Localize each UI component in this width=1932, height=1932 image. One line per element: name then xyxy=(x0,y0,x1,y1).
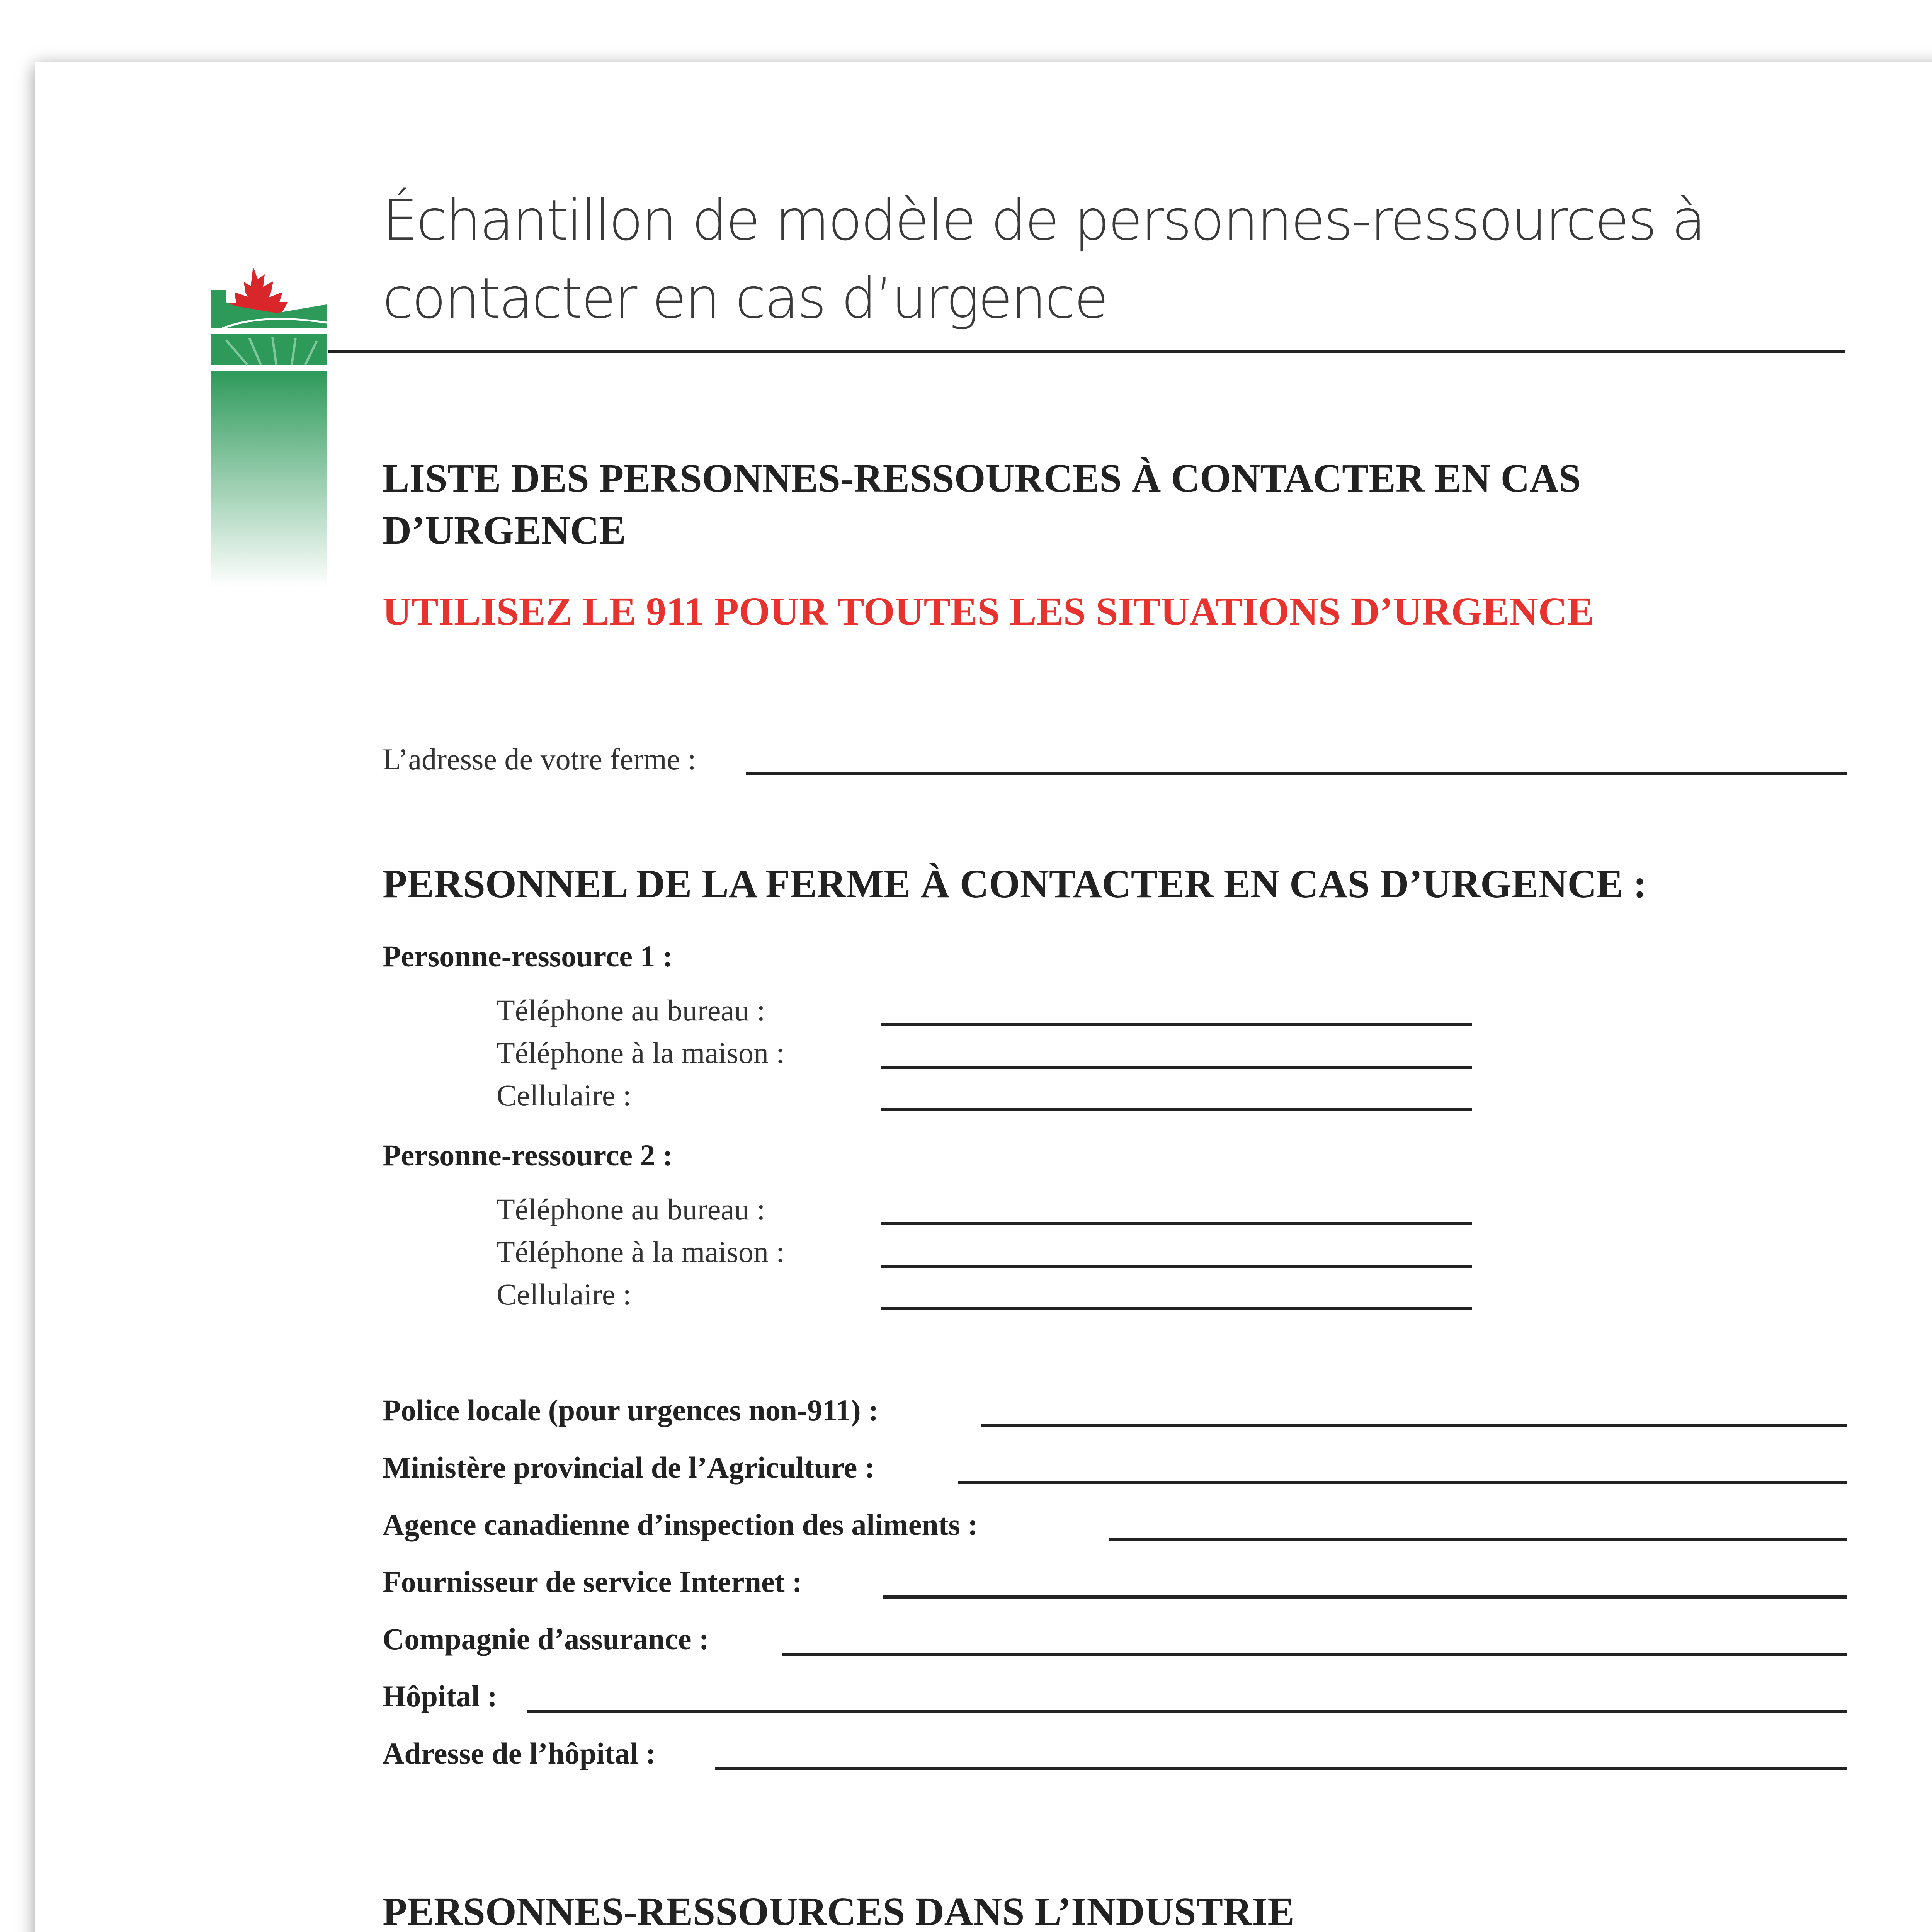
title-rule xyxy=(328,350,1845,353)
insurance-company-label: Compagnie d’assurance : xyxy=(383,1622,709,1656)
contact-2-cell-field[interactable] xyxy=(881,1307,1472,1310)
list-heading-line-2: D’URGENCE xyxy=(383,508,626,553)
local-police-field[interactable] xyxy=(981,1424,1847,1427)
farm-staff-heading: PERSONNEL DE LA FERME À CONTACTER EN CAS D’URGENCE : xyxy=(383,862,1647,906)
contact-1-office-phone-field[interactable] xyxy=(881,1023,1472,1026)
contact-1-label: Personne-ressource 1 : xyxy=(383,939,673,973)
hospital-field[interactable] xyxy=(527,1710,1847,1713)
farm-address-field[interactable] xyxy=(746,772,1847,775)
list-heading xyxy=(383,452,1581,556)
contact-1-home-phone-label: Téléphone à la maison : xyxy=(497,1036,785,1070)
insurance-company-field[interactable] xyxy=(782,1653,1847,1656)
emergency-911-notice: UTILISEZ LE 911 POUR TOUTES LES SITUATIONS D’URGENCE xyxy=(383,589,1594,634)
food-inspection-agency-label: Agence canadienne d’inspection des aliments : xyxy=(383,1508,978,1541)
front-page xyxy=(35,62,1932,1932)
contact-1-cell-label: Cellulaire : xyxy=(497,1078,631,1112)
document-title-line-2: contacter en cas d’urgence xyxy=(383,266,1107,331)
provincial-agriculture-field[interactable] xyxy=(958,1481,1847,1484)
maple-leaf-farm-logo-icon xyxy=(211,255,327,587)
food-inspection-agency-field[interactable] xyxy=(1109,1538,1847,1541)
contact-1-cell-field[interactable] xyxy=(881,1108,1472,1111)
contact-1-home-phone-field[interactable] xyxy=(881,1066,1472,1069)
local-police-label: Police locale (pour urgences non-911) : xyxy=(383,1393,879,1427)
contact-2-home-phone-label: Téléphone à la maison : xyxy=(497,1235,785,1269)
contact-2-label: Personne-ressource 2 : xyxy=(383,1138,673,1172)
internet-provider-label: Fournisseur de service Internet : xyxy=(383,1565,803,1599)
contact-2-home-phone-field[interactable] xyxy=(881,1265,1472,1268)
provincial-agriculture-label: Ministère provincial de l’Agriculture : xyxy=(383,1451,875,1484)
hospital-address-field[interactable] xyxy=(715,1767,1847,1770)
hospital-label: Hôpital : xyxy=(383,1679,497,1713)
contact-1-office-phone-label: Téléphone au bureau : xyxy=(497,993,765,1027)
industry-heading: PERSONNES-RESSOURCES DANS L’INDUSTRIE xyxy=(383,1889,1294,1932)
hospital-address-label: Adresse de l’hôpital : xyxy=(383,1736,656,1770)
document-title-line-1: Échantillon de modèle de personnes-ressources à xyxy=(383,188,1705,253)
contact-2-cell-label: Cellulaire : xyxy=(497,1277,631,1311)
list-heading-line-1: LISTE DES PERSONNES-RESSOURCES À CONTACTER EN CAS xyxy=(383,456,1581,500)
internet-provider-field[interactable] xyxy=(883,1595,1847,1599)
farm-address-label: L’adresse de votre ferme : xyxy=(383,742,696,776)
contact-2-office-phone-label: Téléphone au bureau : xyxy=(497,1192,765,1226)
contact-2-office-phone-field[interactable] xyxy=(881,1222,1472,1225)
document-title xyxy=(383,182,1704,338)
